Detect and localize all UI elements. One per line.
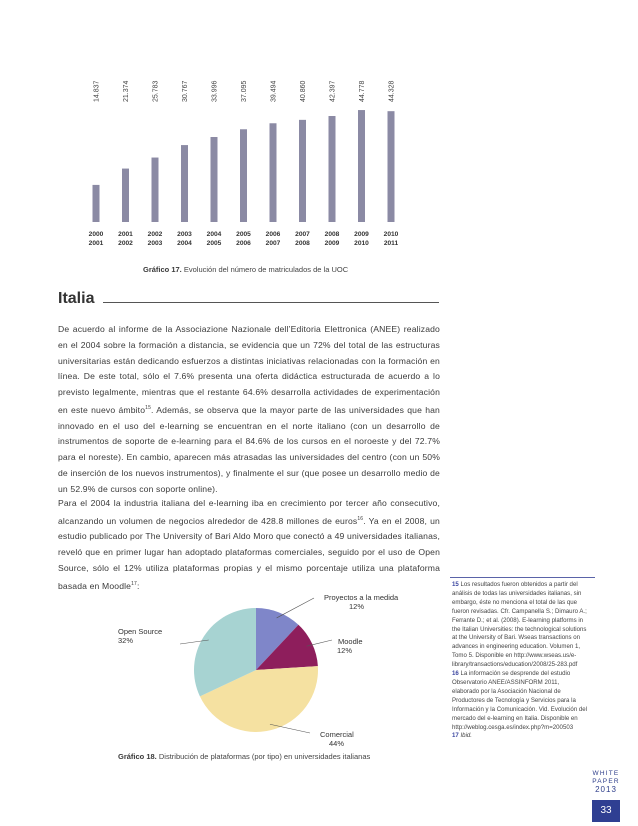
page-number: 33 <box>592 800 620 822</box>
bar-value-label: 33.996 <box>211 80 219 102</box>
bar-value-label: 14.837 <box>93 80 101 102</box>
year-tick-label: 2002 <box>118 240 133 247</box>
pie-leader-line <box>277 598 314 618</box>
year-tick-label: 2002 <box>147 231 163 238</box>
year-tick-label: 2009 <box>324 240 340 247</box>
year-tick-label: 2004 <box>177 240 192 247</box>
year-tick-label: 2006 <box>265 231 281 238</box>
pie-label-name: Comercial <box>320 730 354 739</box>
bar-value-label: 42.397 <box>329 80 337 102</box>
footnote-16-number: 16 <box>452 670 459 678</box>
bar-2006 <box>270 123 277 222</box>
footnote-divider <box>450 577 595 578</box>
year-tick-label: 2004 <box>206 231 222 238</box>
bar-2004 <box>211 137 218 222</box>
bar-2007 <box>299 120 306 222</box>
brand-year: 2013 <box>595 785 617 794</box>
caption-fig17 <box>143 265 348 274</box>
caption-fig18-text: Distribución de plataformas (por tipo) en universidades italianas <box>158 752 371 761</box>
pie-label-name: Open Source <box>118 627 163 636</box>
pie-label-value: 12% <box>348 602 364 611</box>
brand-line2: PAPER <box>592 778 620 785</box>
year-tick-label: 2010 <box>383 231 399 238</box>
p2-text-c: : <box>137 580 140 591</box>
footnote-ref-15[interactable]: 15 <box>145 404 152 411</box>
pie-label-value: 32% <box>118 636 134 645</box>
footnote-17 <box>452 732 588 741</box>
pie-label-name: Moodle <box>338 637 363 646</box>
year-tick-label: 2009 <box>354 231 369 238</box>
section-rule <box>103 302 439 303</box>
brand-line1: WHITE <box>592 770 620 777</box>
paragraph-1 <box>58 322 440 498</box>
footnote-17-number: 17 <box>452 732 459 740</box>
year-tick-label: 2006 <box>236 240 251 247</box>
bar-2000 <box>93 185 100 222</box>
footnote-15-text: Los resultados fueron obtenidos a partir del análisis de todas las universidades italianas, sin embargo, éste no menciona el total de las que fueron revisadas. Cfr. Campanella S.; Dimauro A.; Ferrante D.; et al. (2008). E-learning platforms in the Italian Universities: the technological solutions at the University of Bari. Wseas transactions on advances in engineering education. Volumen 1, Tomo 5. Disponible en http://www.wseas.us/e-library/transactions/education/2008/25-283.pdf <box>452 581 587 669</box>
year-tick-label: 2007 <box>295 231 310 238</box>
bar-value-label: 39.494 <box>270 80 278 102</box>
bar-2008 <box>329 116 336 222</box>
year-tick-label: 2003 <box>147 240 163 247</box>
year-tick-label: 2005 <box>206 240 222 247</box>
pie-label-value: 44% <box>328 739 344 748</box>
section-title: Italia <box>58 290 95 307</box>
year-tick-label: 2008 <box>295 240 310 247</box>
footnote-16-text: La información se desprende del estudio Observatorio ANEE/ASSINFORM 2011, elaborado por la Asociación Nacional de Productores de Tecnología y Servicios para la Información y la Comunicación. Vid. Evolución del mercado del e-learning en Italia. Disponible en http://weblog.cesga.es/index.php?m=200503 <box>452 670 588 731</box>
bar-2009 <box>358 110 365 222</box>
year-tick-label: 2008 <box>324 231 340 238</box>
year-tick-label: 2001 <box>118 231 133 238</box>
bar-value-label: 21.374 <box>123 80 130 102</box>
footnote-15 <box>452 581 588 670</box>
paragraph-2 <box>58 496 440 595</box>
p2-text-a: Para el 2004 la industria italiana del e-learning iba en crecimiento por tercer año consecutivo, alcanzando un volumen de negocios alrededor de 428.8 millones de euros <box>58 498 440 526</box>
caption-fig18 <box>118 752 370 761</box>
footnote-ref-17[interactable]: 17 <box>131 580 137 587</box>
pie-label-name: Proyectos a la medida <box>324 593 399 602</box>
caption-fig17-label: Gráfico 17. <box>143 265 182 274</box>
year-tick-label: 2000 <box>88 231 104 238</box>
p2-text-b: . Ya en el 2008, un estudio publicado por The University of Bari Aldo Moro que conectó a 49 universidades italianas, reveló que en primer lugar han adoptado plataformas comerciales, seguido por el uso de Open Source, sólo el 12% utiliza plataformas propias y el mismo porcentaje utiliza una plataforma basada en Moodle <box>58 515 440 591</box>
bar-2001 <box>122 169 129 222</box>
bar-value-label: 30.767 <box>182 80 189 102</box>
year-tick-label: 2003 <box>177 231 192 238</box>
bar-value-label: 25.783 <box>152 80 160 102</box>
p1-text-b: . Además, se observa que la mayor parte de las universidades que han innovado en el uso del e-learning se encuentran en el norte italiano (con un desarrollo de instrumentos de soporte de e-learning para el 84.6% de los cursos en el noroeste y del 72.7% para el noreste). En cambio, aparecen más atrasadas las universidades del centro (con un 50% de inserción de los nuevos instrumentos), y finalmente el sur (que posee un desarrollo medio de un 52.9% de cursos con soporte online). <box>58 404 440 494</box>
year-tick-label: 2005 <box>236 231 251 238</box>
bar-2002 <box>152 158 159 222</box>
footnotes <box>452 581 588 741</box>
p1-text-a: De acuerdo al informe de la Associazione Nazionale dell’Editoria Elettronica (ANEE) realizado en el 2004 sobre la formación a distancia, se evidencia que un 72% del total de las estructuras universitarias están dedicando esfuerzos a distintas iniciativas relacionadas con la formación en línea. De este total, sólo el 7.6% presenta una oferta didáctica estructurada de acuerdo a lo previsto legalmente, mientras que el restante 64.6% desarrolla actividades de experimentación en este nuevo ámbito <box>58 324 440 415</box>
footnote-ref-16[interactable]: 16 <box>357 515 364 522</box>
year-tick-label: 2011 <box>383 240 399 247</box>
year-tick-label: 2001 <box>88 240 104 247</box>
bar-2003 <box>181 145 188 222</box>
year-tick-label: 2010 <box>354 240 369 247</box>
chart-matriculados-uoc <box>80 72 440 262</box>
pie-label-value: 12% <box>336 646 352 655</box>
year-tick-label: 2007 <box>265 240 281 247</box>
white-paper-brand <box>590 770 622 794</box>
bar-value-label: 44.328 <box>388 80 396 102</box>
caption-fig17-text: Evolución del número de matriculados de la UOC <box>183 265 349 274</box>
footnote-16 <box>452 670 588 732</box>
caption-fig18-label: Gráfico 18. <box>118 752 157 761</box>
bar-2005 <box>240 129 247 222</box>
footnote-15-number: 15 <box>452 581 459 588</box>
bar-value-label: 44.778 <box>359 80 366 102</box>
bar-value-label: 37.095 <box>241 80 248 102</box>
bar-2010 <box>388 111 395 222</box>
chart-plataformas-italia <box>110 588 400 748</box>
footnote-17-text: Ibid. <box>460 732 473 740</box>
bar-value-label: 40.860 <box>300 80 307 102</box>
